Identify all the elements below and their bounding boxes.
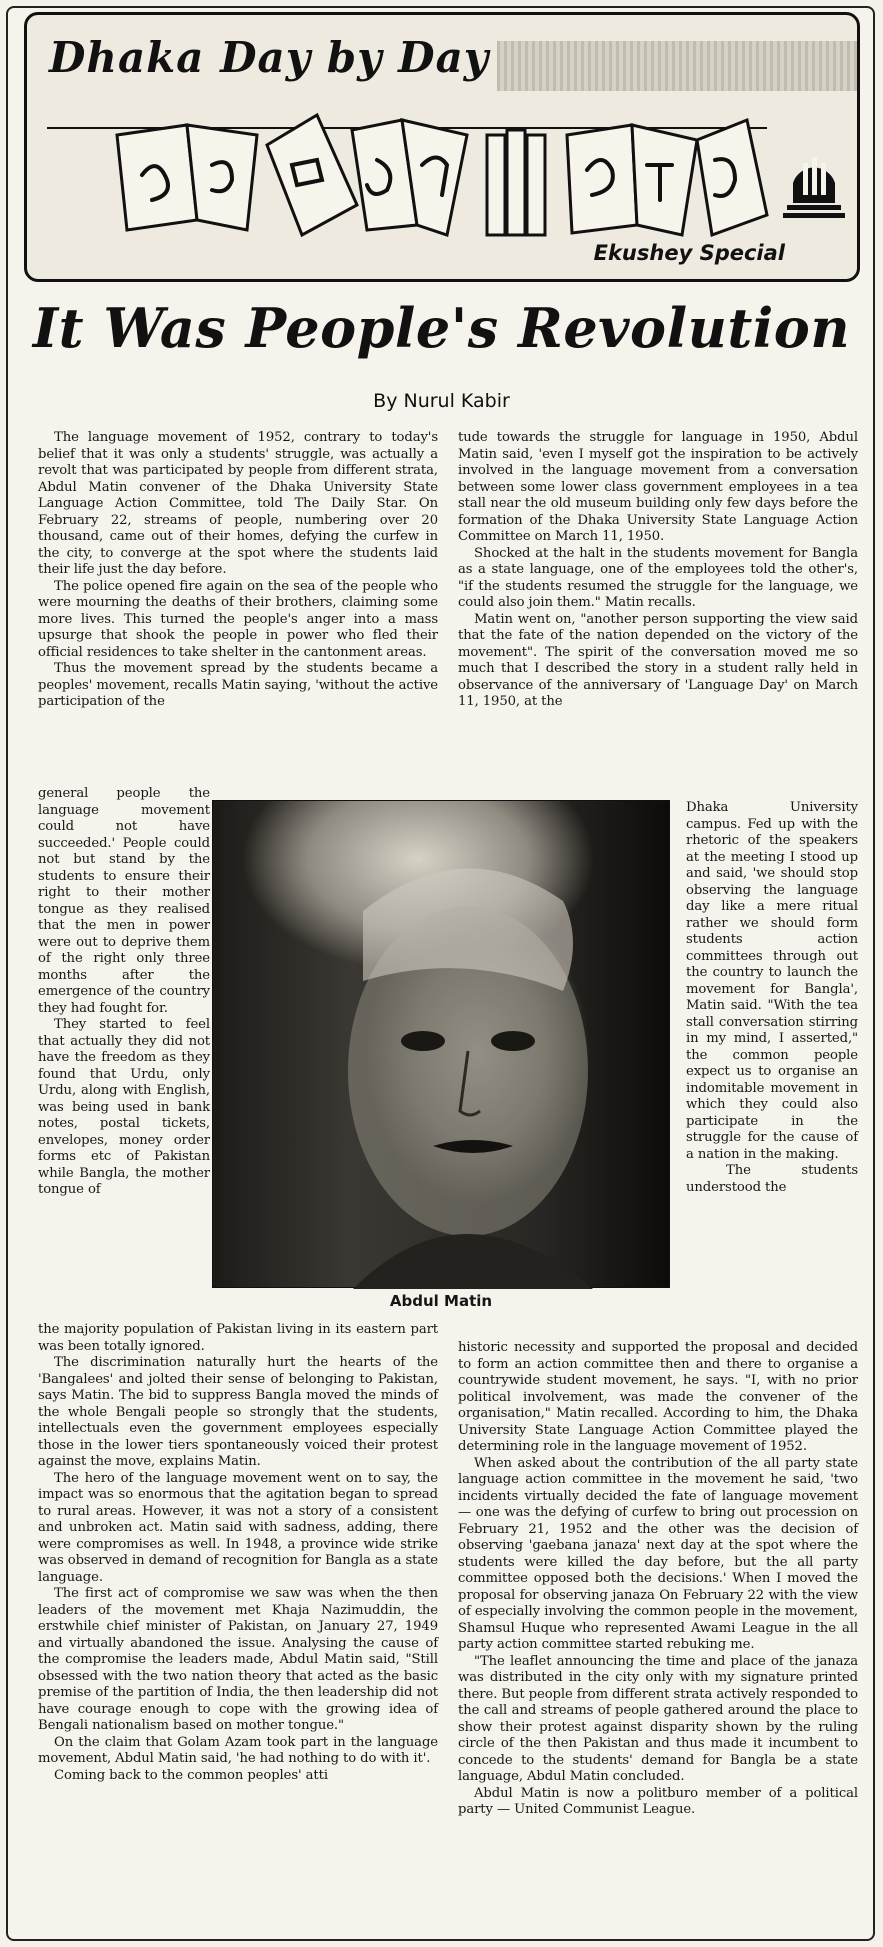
column-right-top [458,430,858,711]
paragraph: The language movement of 1952, contrary to today's belief that it was only a students' struggle, was actually a revolt that was participated by people from different strata, Abdul Matin convener of the Dhaka University State Language Action Committee, told The Daily Star. On February 22, streams of people, numbering over 20 thousand, came out of their homes, defying the curfew in the city, to converge at the spot where the students laid their life just the day before. [38,430,438,577]
paragraph: historic necessity and supported the proposal and decided to form an action committee then and there to organise a countrywide student movement, he says. "I, with no prior political involvement, was made the convener of the organisation," Matin recalled. According to him, the Dhaka University State Language Action Committee played the determining role in the language movement of 1952. [458,1340,858,1454]
column-left-bottom [38,1322,438,1784]
paragraph: Dhaka University campus. Fed up with the rhetoric of the speakers at the meeting I stood up and said, 'we should stop observing the language day like a mere ritual rather we should form students action committees through out the country to launch the movement for Bangla', Matin said. "With the tea stall conversation stirring in my mind, I asserted," the common people expect us to organise an indomitable movement in which they could also participate in the struggle for the cause of a nation in the making. [686,800,858,1162]
headline: It Was People's Revolution [32,296,851,360]
paragraph: general people the language movement could not have succeeded.' People could not but stand by the students to ensure their right to their mother tongue as they realised that the men in power were out to deprive them of the right only three months after the emergence of the country they had fought for. [38,786,210,1016]
paragraph: On the claim that Golam Azam took part in the language movement, Abdul Matin said, 'he had nothing to do with it'. [38,1734,438,1766]
paragraph: Thus the movement spread by the students became a peoples' movement, recalls Matin saying, 'without the active participation of the [38,661,439,709]
masthead-texture [497,41,857,91]
paragraph: They started to feel that actually they did not have the freedom as they found that Urdu, only Urdu, along with English, was being used in bank notes, postal tickets, envelopes, money order forms etc of Pakistan while Bangla, the mother tongue of [38,1017,210,1197]
byline: By Nurul Kabir [373,390,510,412]
paragraph: The hero of the language movement went on to say, the impact was so enormous that the agitation began to spread to rural areas. However, it was not a story of a consistent and unbroken act. Matin said with sadness, adding, there were compromises as well. In 1948, a province wide strike was observed in demand of recognition for Bangla as a state language. [38,1470,438,1585]
paragraph: "The leaflet announcing the time and place of the janaza was distributed in the city only with my signature printed there. But people from different strata actively responded to the call and streams of people gathered around the place to show their protest against disparity shown by the ruling circle of the then Pakistan and thus made it incumbent to concede to the students' demand for Bangla be a state language, Abdul Matin concluded. [458,1653,858,1784]
paragraph: Shocked at the halt in the students movement for Bangla as a state language, one of the employees told the other's, "if the students resumed the struggle for the language, we could also join them." Matin recalls. [458,545,858,610]
column-right-bottom [458,1340,858,1819]
column-left-top [38,430,438,711]
photo-caption: Abdul Matin [389,1292,493,1310]
paragraph: the majority population of Pakistan living in its eastern part was been totally ignored. [38,1322,438,1354]
masthead-banner [24,12,860,282]
column-title: Dhaka Day by Day [49,33,490,82]
portrait-photo [212,800,670,1288]
column-right-wrap [686,800,858,1196]
paragraph: When asked about the contribution of the all party state language action committee in the movement he said, 'two incidents virtually decided the fate of language movement — one was the defying of curfew to bring out procession on February 21, 1952 and the other was the decision of observing 'gaebana janaza' next day at the spot where the students were killed the day before, but the all party committee opposed both the decisions.' When I moved the proposal for observing janaza On February 22 with the view of especially involving the common people in the movement, Shamsul Huque who represented Awami League in the all party action committee started rebuking me. [458,1455,858,1652]
paragraph: Coming back to the common peoples' atti [54,1767,328,1783]
paragraph: The police opened fire again on the sea of the people who were mourning the deaths of their brothers, claiming some more lives. This turned the people's anger into a mass upsurge that shook the people in power who fled their official residences to take shelter in the cantonment areas. [38,578,438,660]
paragraph: tude towards the struggle for language in 1950, Abdul Matin said, 'even I myself got the inspiration to be actively involved in the language movement from a conversation between some lower class government employees in a tea stall near the old museum building only few days before the formation of the Dhaka University State Language Action Committee on March 11, 1950. [458,430,858,544]
paragraph: The discrimination naturally hurt the hearts of the 'Bangalees' and jolted their sense of belonging to Pakistan, says Matin. The bid to suppress Bangla moved the minds of the whole Bengali people so strongly that the students, intellectuals even the government employees especially those in the lower tiers spontaneously voiced their protest against the move, explains Matin. [38,1355,438,1469]
emblem-icon [781,133,847,223]
special-tag: Ekushey Special [593,241,785,265]
paragraph: Matin went on, "another person supporting the view said that the fate of the nation depended on the victory of the movement". The spirit of the conversation moved me so much that I described the story in a student rally held in observance of the anniversary of 'Language Day' on March 11, 1950, at the [458,611,858,709]
paragraph: The students understood the [686,1163,858,1195]
column-left-wrap [38,786,210,1199]
paragraph: Abdul Matin is now a politburo member of a political party — United Communist League. [458,1785,858,1817]
books-illustration-icon [87,105,787,255]
paragraph: The first act of compromise we saw was when the then leaders of the movement met Khaja Nazimuddin, the erstwhile chief minister of Pakistan, on January 27, 1949 and virtually abandoned the issue. Analysing the cause of the compromise the leaders made, Abdul Matin said, "Still obsessed with the two nation theory that acted as the basic premise of the partition of India, the then leadership did not have courage enough to cope with the growing idea of Bengali nationalism based on mother tongue." [38,1586,438,1733]
